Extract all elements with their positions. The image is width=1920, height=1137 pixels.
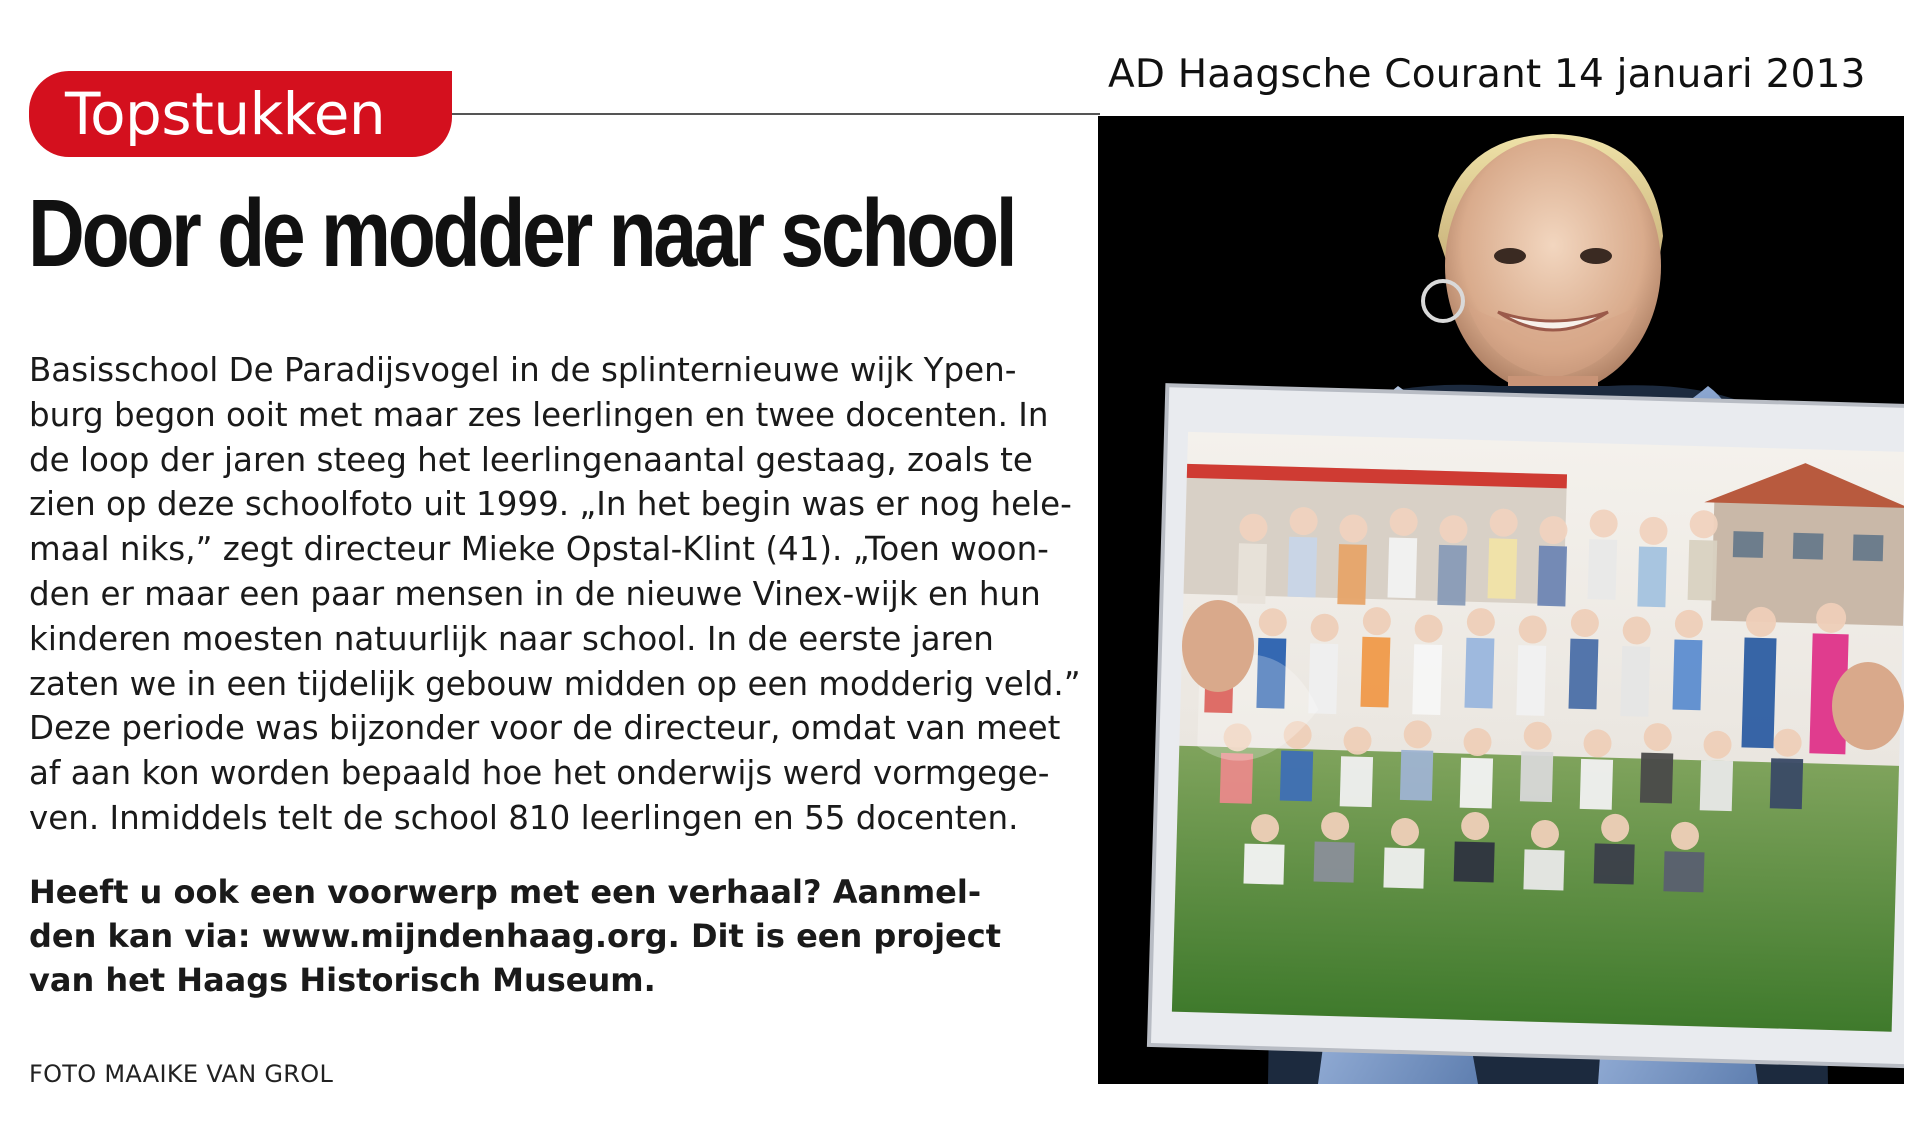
body-line: den er maar een paar mensen in de nieuwe Vinex-wijk en hun	[29, 574, 1041, 613]
body-line: maal niks,” zegt directeur Mieke Opstal-Klint (41). „Toen woon-	[29, 530, 1049, 569]
section-label: Topstukken	[65, 80, 386, 148]
newspaper-source: AD Haagsche Courant 14 januari 2013	[1108, 52, 1866, 97]
body-line: zien op deze schoolfoto uit 1999. „In het begin was er nog hele-	[29, 485, 1072, 524]
body-line: zaten we in een tijdelijk gebouw midden op een modderig veld.”	[29, 664, 1081, 703]
headline: Door de modder naar school	[28, 180, 1015, 287]
section-label-badge	[29, 71, 452, 157]
body-line: af aan kon worden bepaald hoe het onderwijs werd vormgege-	[29, 754, 1050, 793]
body-line: burg begon ooit met maar zes leerlingen en twee docenten. In	[29, 395, 1049, 434]
cta-line: Heeft u ook een voorwerp met een verhaal? Aanmel-	[29, 873, 982, 911]
call-to-action	[29, 870, 1001, 1002]
article-body	[29, 348, 1081, 841]
body-line: kinderen moesten natuurlijk naar school. In de eerste jaren	[29, 619, 994, 658]
article-photo	[1098, 116, 1904, 1084]
cta-line: van het Haags Historisch Museum.	[29, 961, 656, 999]
body-line: Deze periode was bijzonder voor de directeur, omdat van meet	[29, 709, 1061, 748]
body-line: ven. Inmiddels telt de school 810 leerlingen en 55 docenten.	[29, 798, 1019, 837]
cta-line: den kan via: www.mijndenhaag.org. Dit is een project	[29, 917, 1001, 955]
body-line: Basisschool De Paradijsvogel in de splinternieuwe wijk Ypen-	[29, 351, 1017, 389]
photo-credit: FOTO MAAIKE VAN GROL	[29, 1060, 334, 1088]
header-rule	[440, 113, 1100, 115]
body-line: de loop der jaren steeg het leerlingenaantal gestaag, zoals te	[29, 440, 1033, 479]
photo-illustration	[1098, 116, 1904, 1084]
